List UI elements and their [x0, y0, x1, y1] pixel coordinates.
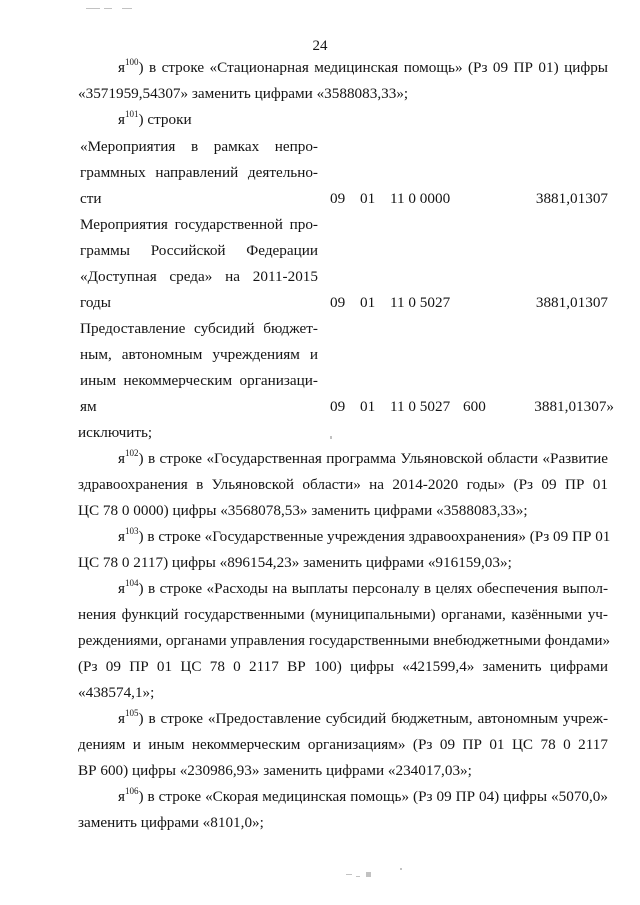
- rz-code: 09: [330, 190, 346, 207]
- row-name-line: Мероприятия государственной про-: [80, 216, 318, 233]
- amendment-105-line-2: дениям и иным некоммерческим организациям» (Рз 09 ПР 01 ЦС 78 0 2117: [78, 736, 608, 753]
- page-number: 24: [312, 38, 328, 54]
- amendment-102-line-3: ЦС 78 0 0000) цифры «3568078,53» заменить цифрами «3588083,33»;: [78, 502, 528, 519]
- pr-code: 01: [360, 294, 376, 311]
- scan-speck: [122, 8, 132, 9]
- item-number: 101: [125, 108, 139, 119]
- item-letter: я: [118, 450, 125, 467]
- item-number: 106: [125, 785, 139, 796]
- amendment-104-line-2: нения функций государственными (муниципальными) органами, казёнными уч-: [78, 606, 608, 623]
- row-name-line: сти: [80, 190, 102, 207]
- amendment-106-line-2: заменить цифрами «8101,0»;: [78, 814, 264, 831]
- row-name-line: годы: [80, 294, 111, 311]
- cs-code: 11 0 5027: [390, 398, 451, 415]
- item-number: 103: [125, 525, 139, 536]
- item-letter: я: [118, 580, 125, 597]
- amendment-104-line-4: (Рз 09 ПР 01 ЦС 78 0 2117 ВР 100) цифры «421599,4» заменить цифрами: [78, 658, 608, 675]
- item-number: 105: [125, 707, 139, 718]
- amendment-text: ) в строке «Государственные учреждения здравоохранения» (Рз 09 ПР 01: [138, 528, 611, 545]
- row-name-line: ям: [80, 398, 97, 415]
- cs-code: 11 0 5027: [390, 294, 451, 311]
- amendment-100-line-2: «3571959,54307» заменить цифрами «3588083,33»;: [78, 85, 409, 102]
- pr-code: 01: [360, 190, 376, 207]
- amendment-text: ) в строке «Расходы на выплаты персоналу в целях обеспечения выпол-: [138, 580, 608, 597]
- row-name-line: «Мероприятия в рамках непро-: [80, 138, 318, 155]
- vr-code: 600: [463, 398, 486, 415]
- scan-speck: [346, 874, 352, 875]
- row-name-line: Предоставление субсидий бюджет-: [80, 320, 318, 337]
- scan-speck: [104, 8, 112, 9]
- amendment-text: ) строки: [138, 111, 192, 128]
- pr-code: 01: [360, 398, 376, 415]
- amendment-103-line-2: ЦС 78 0 2117) цифры «896154,23» заменить цифрами «916159,03»;: [78, 554, 512, 571]
- scan-speck: [330, 436, 332, 439]
- amount: 3881,01307»: [534, 398, 614, 415]
- amendment-105-line-3: ВР 600) цифры «230986,93» заменить цифрами «234017,03»;: [78, 762, 472, 779]
- amendment-text: ) в строке «Стационарная медицинская помощь» (Рз 09 ПР 01) цифры: [138, 59, 608, 76]
- item-number: 102: [125, 447, 139, 458]
- row-name-line: граммных направлений деятельно-: [80, 164, 318, 181]
- row-name-line: граммы Российской Федерации: [80, 242, 318, 259]
- amendment-text: ) в строке «Государственная программа Ульяновской области «Развитие: [138, 450, 608, 467]
- amendment-text: ) в строке «Предоставление субсидий бюджетным, автономным учреж-: [138, 710, 608, 727]
- exclude-text: исключить;: [78, 424, 153, 441]
- amount: 3881,01307: [535, 294, 608, 311]
- item-letter: я: [118, 111, 125, 128]
- row-name-line: «Доступная среда» на 2011-2015: [80, 268, 318, 285]
- row-name-line: ным, автономным учреждениям и: [80, 346, 318, 363]
- scan-speck: [356, 876, 360, 877]
- item-letter: я: [118, 788, 125, 805]
- amendment-102-line-2: здравоохранения в Ульяновской области» на 2014-2020 годы» (Рз 09 ПР 01: [78, 476, 608, 493]
- scan-speck: [86, 8, 100, 9]
- rz-code: 09: [330, 398, 346, 415]
- item-number: 104: [125, 577, 139, 588]
- item-number: 100: [125, 56, 139, 67]
- rz-code: 09: [330, 294, 346, 311]
- scan-speck: [366, 872, 371, 877]
- item-letter: я: [118, 710, 125, 727]
- row-name-line: иным некоммерческим организаци-: [80, 372, 318, 389]
- amount: 3881,01307: [535, 190, 608, 207]
- amendment-104-line-5: «438574,1»;: [78, 684, 155, 701]
- item-letter: я: [118, 59, 125, 76]
- cs-code: 11 0 0000: [390, 190, 451, 207]
- amendment-104-line-3: реждениями, органами управления государственными внебюджетными фондами»: [78, 632, 611, 649]
- item-letter: я: [118, 528, 125, 545]
- scan-speck: [400, 868, 402, 870]
- amendment-text: ) в строке «Скорая медицинская помощь» (Рз 09 ПР 04) цифры «5070,0»: [138, 788, 608, 805]
